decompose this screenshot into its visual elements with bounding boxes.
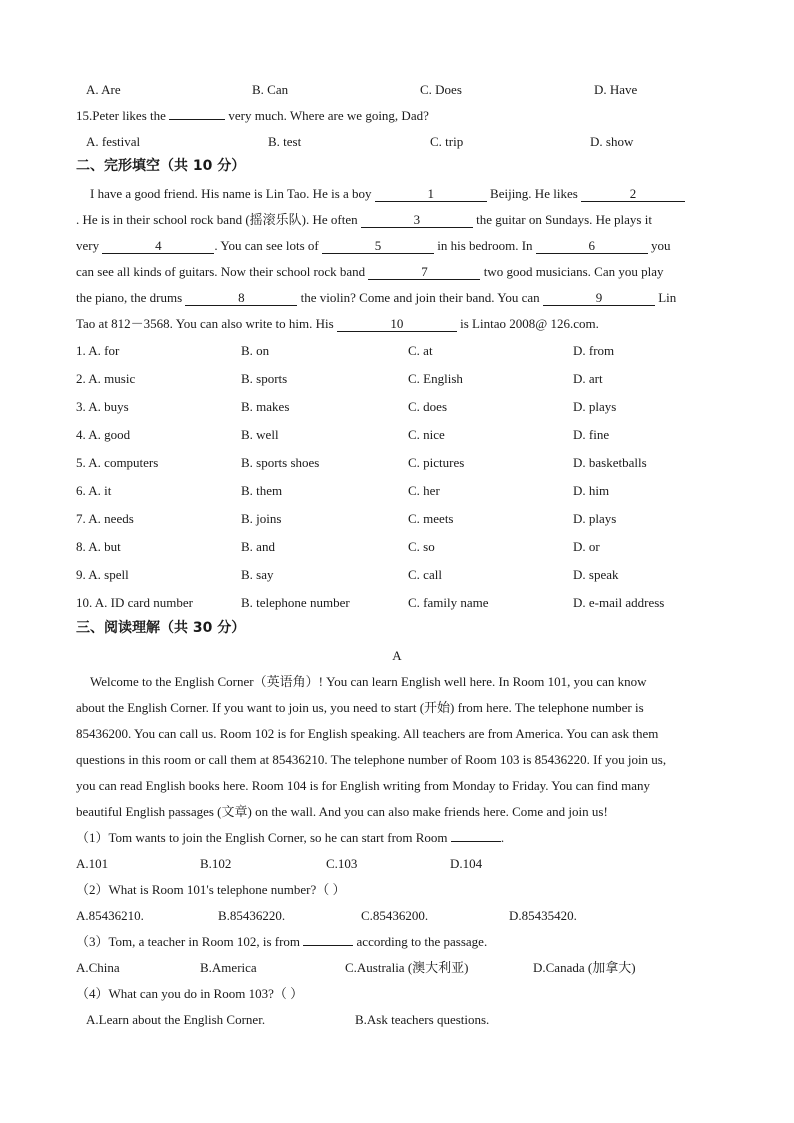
reading-q3-option-a: A.China [76, 960, 120, 975]
reading-q1-blank [451, 841, 501, 842]
cloze-q5-d: D. basketballs [573, 455, 647, 470]
cloze-q10-b: B. telephone number [241, 595, 350, 610]
cloze-q4-a: 4. A. good [76, 427, 131, 442]
reading-q3-option-b: B.America [200, 960, 257, 975]
reading-q3-stem [76, 934, 487, 950]
reading-q4-stem: （4）What can you do in Room 103?（ ） [76, 986, 304, 1001]
cloze-q6-b: B. them [241, 483, 283, 498]
q15-option-d: D. show [590, 134, 634, 149]
cloze-blank-4: 4 [102, 239, 214, 254]
cloze-q6-c: C. her [408, 483, 440, 498]
cloze-q8-b: B. and [241, 539, 275, 554]
reading-q3-text: （3）Tom, a teacher in Room 102, is from [76, 934, 304, 949]
cloze-q3-c: C. does [408, 399, 447, 414]
passage-a-line-6: beautiful English passages (文章) on the wall. And you can also make friends here. Come and join us! [76, 804, 608, 819]
cloze-q5-b: B. sports shoes [241, 455, 320, 470]
q15-stem [76, 108, 429, 124]
cloze-q9-a: 9. A. spell [76, 567, 129, 582]
cloze-q5-c: C. pictures [408, 455, 465, 470]
reading-q1-option-a: A.101 [76, 856, 109, 871]
cloze-q4-b: B. well [241, 427, 279, 442]
reading-q1-option-b: B.102 [200, 856, 232, 871]
passage-a-label: A [392, 648, 402, 663]
cloze-q10-c: C. family name [408, 595, 489, 610]
q14-option-d: D. Have [594, 82, 638, 97]
reading-q3-option-c: C.Australia (澳大利亚) [345, 960, 469, 975]
cloze-q1-c: C. at [408, 343, 433, 358]
cloze-q10-d: D. e-mail address [573, 595, 665, 610]
cloze-text: . You can see lots of [214, 238, 322, 253]
reading-q1-option-d: D.104 [450, 856, 483, 871]
cloze-q3-d: D. plays [573, 399, 617, 414]
reading-q3-end: according to the passage. [353, 934, 488, 949]
q15-stem-pre: 15.Peter likes the [76, 108, 170, 123]
cloze-q2-c: C. English [408, 371, 463, 386]
cloze-q9-c: C. call [408, 567, 442, 582]
cloze-q10-a: 10. A. ID card number [76, 595, 193, 610]
cloze-line-3 [76, 238, 671, 254]
cloze-text: is Lintao 2008@ 126.com. [456, 316, 599, 331]
q14-option-c: C. Does [420, 82, 462, 97]
cloze-q7-a: 7. A. needs [76, 511, 134, 526]
reading-q2-option-a: A.85436210. [76, 908, 144, 923]
section2-title: 二、完形填空（共 10 分） [76, 158, 246, 174]
passage-a-line-5: you can read English books here. Room 104 is for English writing from Monday to Friday. You can find many [76, 778, 650, 793]
cloze-text: the guitar on Sundays. He plays it [472, 212, 652, 227]
cloze-q2-d: D. art [573, 371, 603, 386]
cloze-q9-d: D. speak [573, 567, 619, 582]
cloze-q6-a: 6. A. it [76, 483, 112, 498]
reading-q1-stem [76, 830, 504, 846]
reading-q2-stem: （2）What is Room 101's telephone number?（ ） [76, 882, 346, 897]
cloze-line-6 [76, 316, 599, 332]
q15-option-a: A. festival [86, 134, 141, 149]
cloze-blank-6: 6 [536, 239, 648, 254]
passage-a-line-4: questions in this room or call them at 85436210. The telephone number of Room 103 is 85436220. If you join us, [76, 752, 667, 767]
cloze-text: can see all kinds of guitars. Now their school rock band [76, 264, 369, 279]
cloze-q3-b: B. makes [241, 399, 290, 414]
q14-option-a: A. Are [86, 82, 121, 97]
cloze-blank-3: 3 [361, 213, 473, 228]
cloze-q7-d: D. plays [573, 511, 617, 526]
passage-a-line-2: about the English Corner. If you want to join us, you need to start (开始) from here. The telephone number is [76, 700, 644, 715]
cloze-line-4 [76, 264, 664, 280]
cloze-q6-d: D. him [573, 483, 610, 498]
cloze-q5-a: 5. A. computers [76, 455, 159, 470]
cloze-blank-9: 9 [543, 291, 655, 306]
cloze-line-5 [76, 290, 676, 306]
cloze-q2-a: 2. A. music [76, 371, 136, 386]
reading-q2-option-b: B.85436220. [218, 908, 286, 923]
cloze-blank-5: 5 [322, 239, 434, 254]
cloze-q9-b: B. say [241, 567, 274, 582]
cloze-q1-d: D. from [573, 343, 615, 358]
reading-q3-option-d: D.Canada (加拿大) [533, 960, 636, 975]
cloze-text: in his bedroom. In [433, 238, 536, 253]
cloze-q8-a: 8. A. but [76, 539, 121, 554]
cloze-blank-10: 10 [337, 317, 457, 332]
cloze-blank-7: 7 [368, 265, 480, 280]
section3-title: 三、阅读理解（共 30 分） [76, 620, 246, 636]
q15-stem-post: very much. Where are we going, Dad? [225, 108, 429, 123]
cloze-q2-b: B. sports [241, 371, 288, 386]
cloze-text: you [647, 238, 671, 253]
reading-q1-option-c: C.103 [326, 856, 358, 871]
cloze-text: Lin [654, 290, 677, 305]
cloze-text: the violin? Come and join their band. You can [297, 290, 543, 305]
cloze-q7-b: B. joins [241, 511, 282, 526]
cloze-text: very [76, 238, 103, 253]
reading-q1-end: . [500, 830, 505, 845]
cloze-q8-c: C. so [408, 539, 435, 554]
reading-q4-option-a: A.Learn about the English Corner. [86, 1012, 266, 1027]
cloze-text: Tao at 812－3568. You can also write to him. His [76, 316, 337, 331]
cloze-q8-d: D. or [573, 539, 600, 554]
cloze-line-1 [90, 186, 685, 202]
cloze-blank-8: 8 [185, 291, 297, 306]
reading-q3-blank [303, 945, 353, 946]
cloze-q4-d: D. fine [573, 427, 610, 442]
reading-q1-text: （1）Tom wants to join the English Corner, so he can start from Room [76, 830, 451, 845]
cloze-blank-2: 2 [581, 187, 685, 202]
cloze-text: the piano, the drums [76, 290, 186, 305]
reading-q2-option-c: C.85436200. [361, 908, 429, 923]
q14-option-b: B. Can [252, 82, 289, 97]
passage-a-line-3: 85436200. You can call us. Room 102 is for English speaking. All teachers are from America. You can ask them [76, 726, 659, 741]
cloze-q4-c: C. nice [408, 427, 445, 442]
cloze-text: I have a good friend. His name is Lin Tao. He is a boy [90, 186, 375, 201]
q15-blank [169, 119, 225, 120]
cloze-text: . He is in their school rock band (摇滚乐队). He often [76, 212, 361, 227]
reading-q4-option-b: B.Ask teachers questions. [355, 1012, 490, 1027]
cloze-q3-a: 3. A. buys [76, 399, 129, 414]
q15-option-b: B. test [268, 134, 302, 149]
cloze-text: two good musicians. Can you play [480, 264, 664, 279]
reading-q2-option-d: D.85435420. [509, 908, 577, 923]
passage-a-line-1: Welcome to the English Corner（英语角）! You can learn English well here. In Room 101, you can know [90, 674, 647, 689]
cloze-q1-b: B. on [241, 343, 270, 358]
cloze-line-2 [76, 212, 652, 228]
cloze-text: Beijing. He likes [486, 186, 582, 201]
cloze-q1-a: 1. A. for [76, 343, 120, 358]
cloze-blank-1: 1 [375, 187, 487, 202]
cloze-q7-c: C. meets [408, 511, 454, 526]
q15-option-c: C. trip [430, 134, 464, 149]
